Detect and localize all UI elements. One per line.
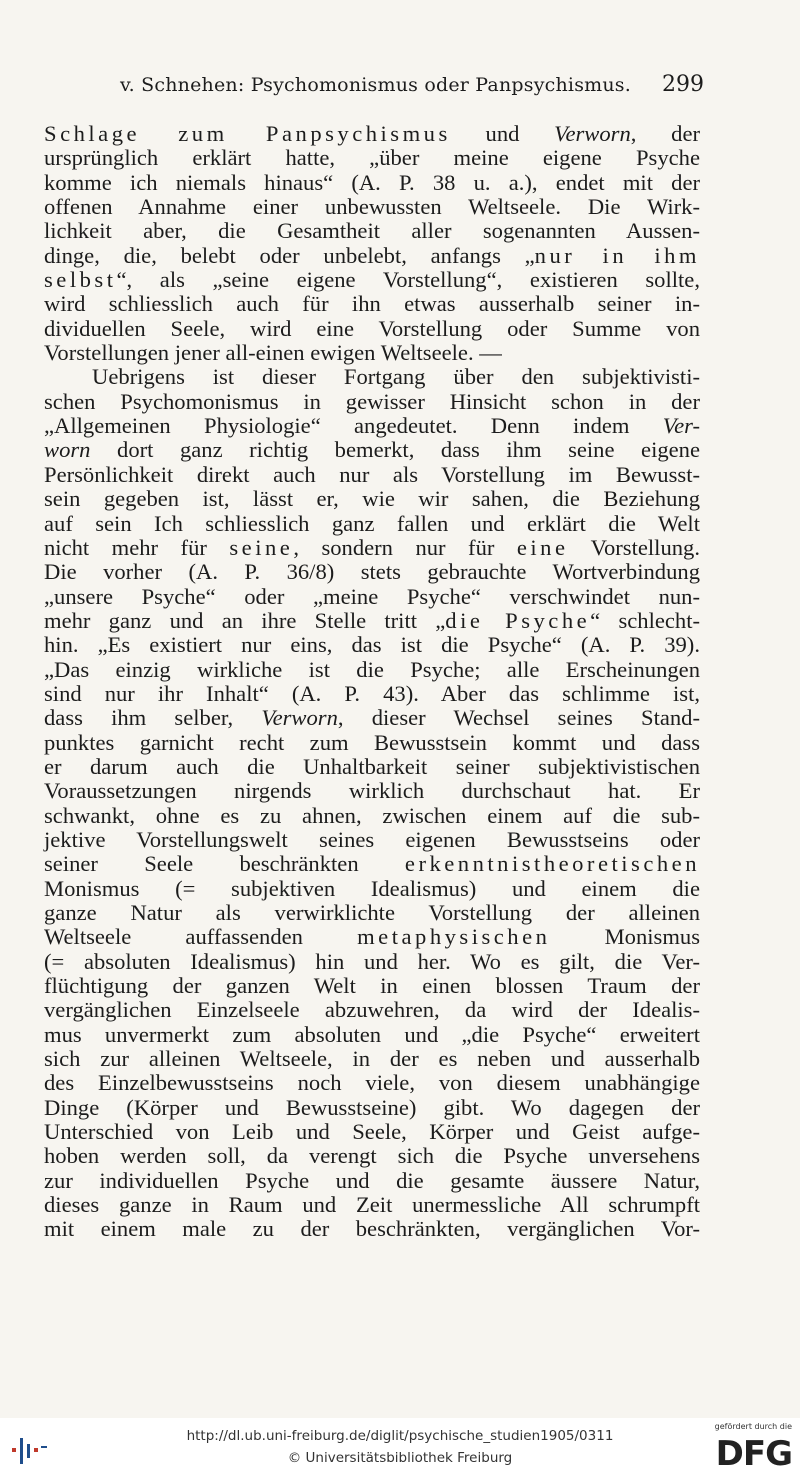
copyright-notice: © Universitätsbibliothek Freiburg: [287, 1450, 513, 1466]
text-run: , sondern nur für: [293, 534, 517, 560]
text-run: flüchtigung der ganzen Welt in einen blossen Traum der: [44, 973, 700, 999]
text-line: [44, 536, 700, 560]
text-line: [44, 487, 700, 511]
text-run: des Einzelbewusstseins noch viele, von diesem unabhängige: [44, 1070, 700, 1096]
text-line: [44, 219, 700, 243]
text-run: Uebrigens ist dieser Fortgang über den subjektivisti-: [92, 364, 700, 390]
text-line: [44, 925, 700, 949]
text-run: Persönlichkeit direkt auch nur als Vorstellung im Bewusst-: [44, 461, 700, 487]
spaced-emphasis-text: erkenntnistheoretischen: [404, 851, 700, 877]
text-run: vergänglichen Einzelseele abzuwehren, da wird der Idealis-: [44, 997, 700, 1023]
text-run: ursprünglich erklärt hatte, „über meine eigene Psyche: [44, 145, 700, 171]
italic-text: worn: [44, 437, 91, 463]
text-line: [44, 779, 700, 803]
running-head: [44, 74, 704, 104]
text-run: Vorstellung.: [568, 534, 700, 560]
text-run: offenen Annahme einer unbewussten Weltseele. Die Wirk-: [44, 194, 700, 220]
text-run: Dinge (Körper und Bewusstseine) gibt. Wo dagegen der: [44, 1094, 700, 1120]
italic-text: Ver-: [662, 413, 700, 439]
italic-text: Verworn: [261, 705, 338, 731]
spaced-emphasis-text: Schlage zum Panpsychismus: [44, 121, 451, 146]
text-line: [44, 463, 700, 487]
text-line: [44, 828, 700, 852]
text-line: [44, 974, 700, 998]
text-run: dass ihm selber,: [44, 705, 262, 731]
source-url[interactable]: http://dl.ub.uni-freiburg.de/diglit/psychische_studien1905/0311: [186, 1428, 614, 1444]
text-line: [44, 317, 700, 341]
body-text: [44, 122, 700, 1242]
text-line: [44, 682, 700, 706]
text-run: (= absoluten Idealismus) hin und her. Wo es gilt, die Ver-: [44, 948, 700, 974]
text-run: Monismus (= subjektiven Idealismus) und einem die: [44, 875, 700, 901]
text-run: komme ich niemals hinaus“ (A. P. 38 u. a.), endet mit der: [44, 169, 700, 195]
text-line: [44, 390, 700, 414]
text-run: mehr ganz und an ihre Stelle tritt „: [44, 607, 446, 633]
text-run: dinge, die, belebt oder unbelebt, anfangs „: [44, 242, 535, 268]
text-run: er darum auch die Unhaltbarkeit seiner subjektivistischen: [44, 753, 700, 779]
text-line: [44, 122, 700, 146]
text-run: dividuellen Seele, wird eine Vorstellung oder Summe von: [44, 315, 700, 341]
text-line: [44, 1120, 700, 1144]
text-line: [44, 998, 700, 1022]
spaced-emphasis-text: die Psyche: [445, 607, 591, 633]
text-line: [44, 171, 700, 195]
text-run: „Das einzig wirkliche ist die Psyche; alle Erscheinungen: [44, 656, 700, 682]
text-run: dieses ganze in Raum und Zeit unermessliche All schrumpft: [44, 1192, 700, 1218]
text-run: hin. „Es existiert nur eins, das ist die Psyche“ (A. P. 39).: [44, 632, 700, 658]
text-line: [44, 755, 700, 779]
spaced-emphasis-text: metaphysischen: [357, 924, 551, 950]
text-run: Unterschied von Leib und Seele, Körper und Geist aufge-: [44, 1119, 700, 1145]
text-run: Monismus: [550, 924, 700, 950]
text-line: [44, 195, 700, 219]
text-run: sich zur alleinen Weltseele, in der es neben und ausserhalb: [44, 1046, 700, 1072]
spaced-emphasis-text: nur in ihm: [534, 242, 701, 268]
text-run: seiner Seele beschränkten: [44, 851, 405, 877]
text-line: [44, 414, 700, 438]
text-run: sein gegeben ist, lässt er, wie wir sahen, die Beziehung: [44, 486, 700, 512]
text-run: dort ganz richtig bemerkt, dass ihm seine eigene: [90, 437, 700, 463]
text-run: auf sein Ich schliesslich ganz fallen und erklärt die Welt: [44, 510, 700, 536]
dfg-logo-text: DFG: [715, 1434, 792, 1474]
text-run: Voraussetzungen nirgends wirklich durchschaut hat. Er: [44, 778, 700, 804]
text-line: [44, 146, 700, 170]
text-run: ganze Natur als verwirklichte Vorstellung der alleinen: [44, 900, 700, 925]
text-run: „unsere Psyche“ oder „meine Psyche“ verschwindet nun-: [44, 583, 700, 609]
text-line: [44, 901, 700, 925]
text-run: lichkeit aber, die Gesamtheit aller sogenannten Aussen-: [44, 218, 700, 244]
text-run: , dieser Wechsel seines Stand-: [337, 705, 700, 731]
text-line: [44, 1169, 700, 1193]
text-line: [44, 1193, 700, 1217]
text-run: sind nur ihr Inhalt“ (A. P. 43). Aber das schlimme ist,: [44, 680, 700, 706]
text-run: wird schliesslich auch für ihn etwas ausserhalb seiner in-: [44, 291, 700, 317]
text-line: [44, 1217, 700, 1241]
text-line: [44, 609, 700, 633]
text-run: schen Psychomonismus in gewisser Hinsicht schon in der: [44, 388, 700, 414]
text-line: [44, 804, 700, 828]
text-run: punktes garnicht recht zum Bewusstsein kommt und dass: [44, 729, 700, 755]
text-line: [44, 585, 700, 609]
text-line: [44, 244, 700, 268]
text-line: [44, 633, 700, 657]
text-line: [44, 560, 700, 584]
text-line: [44, 950, 700, 974]
text-run: Weltseele auffassenden: [44, 924, 358, 950]
spaced-emphasis-text: seine: [229, 534, 294, 560]
text-run: mus unvermerkt zum absoluten und „die Psyche“ erweitert: [44, 1021, 700, 1047]
text-run: schwankt, ohne es zu ahnen, zwischen einem auf die sub-: [44, 802, 700, 828]
text-run: jektive Vorstellungswelt seines eigenen Bewusstseins oder: [44, 826, 700, 852]
spaced-emphasis-text: eine: [516, 534, 569, 560]
text-line: [44, 1071, 700, 1095]
footer-bar: [0, 1418, 800, 1472]
text-line: [44, 1023, 700, 1047]
text-line: [44, 1047, 700, 1071]
text-run: hoben werden soll, da verengt sich die Psyche unversehens: [44, 1143, 700, 1169]
text-run: “, als „seine eigene Vorstellung“, existieren sollte,: [116, 267, 700, 293]
text-run: und: [450, 121, 555, 146]
dfg-logo: [706, 1422, 792, 1474]
running-title: v. Schnehen: Psychomonismus oder Panpsychismus.: [120, 74, 631, 96]
text-line: [44, 341, 700, 365]
page-number: 299: [662, 72, 704, 97]
text-run: nicht mehr für: [44, 534, 230, 560]
text-run: , der: [630, 121, 700, 146]
text-line: [44, 512, 700, 536]
text-line: [44, 268, 700, 292]
text-line: [44, 1144, 700, 1168]
text-line: [44, 292, 700, 316]
text-line: [44, 438, 700, 462]
text-run: mit einem male zu der beschränkten, vergänglichen Vor-: [44, 1216, 700, 1242]
text-line: [44, 706, 700, 730]
text-run: zur individuellen Psyche und die gesamte äussere Natur,: [44, 1167, 700, 1193]
text-line: [44, 852, 700, 876]
text-line: [44, 365, 700, 389]
text-run: Vorstellungen jener all-einen ewigen Weltseele. —: [44, 340, 502, 366]
text-line: [44, 1096, 700, 1120]
text-line: [44, 658, 700, 682]
text-line: [44, 731, 700, 755]
italic-text: Verworn: [554, 121, 631, 146]
text-run: „Allgemeinen Physiologie“ angedeutet. Denn indem: [44, 413, 663, 439]
text-run: Die vorher (A. P. 36/8) stets gebrauchte Wortverbindung: [44, 559, 700, 585]
text-line: [44, 877, 700, 901]
sponsor-caption: gefördert durch die: [714, 1422, 792, 1431]
spaced-emphasis-text: selbst: [44, 267, 117, 293]
text-run: “ schlecht-: [590, 607, 701, 633]
